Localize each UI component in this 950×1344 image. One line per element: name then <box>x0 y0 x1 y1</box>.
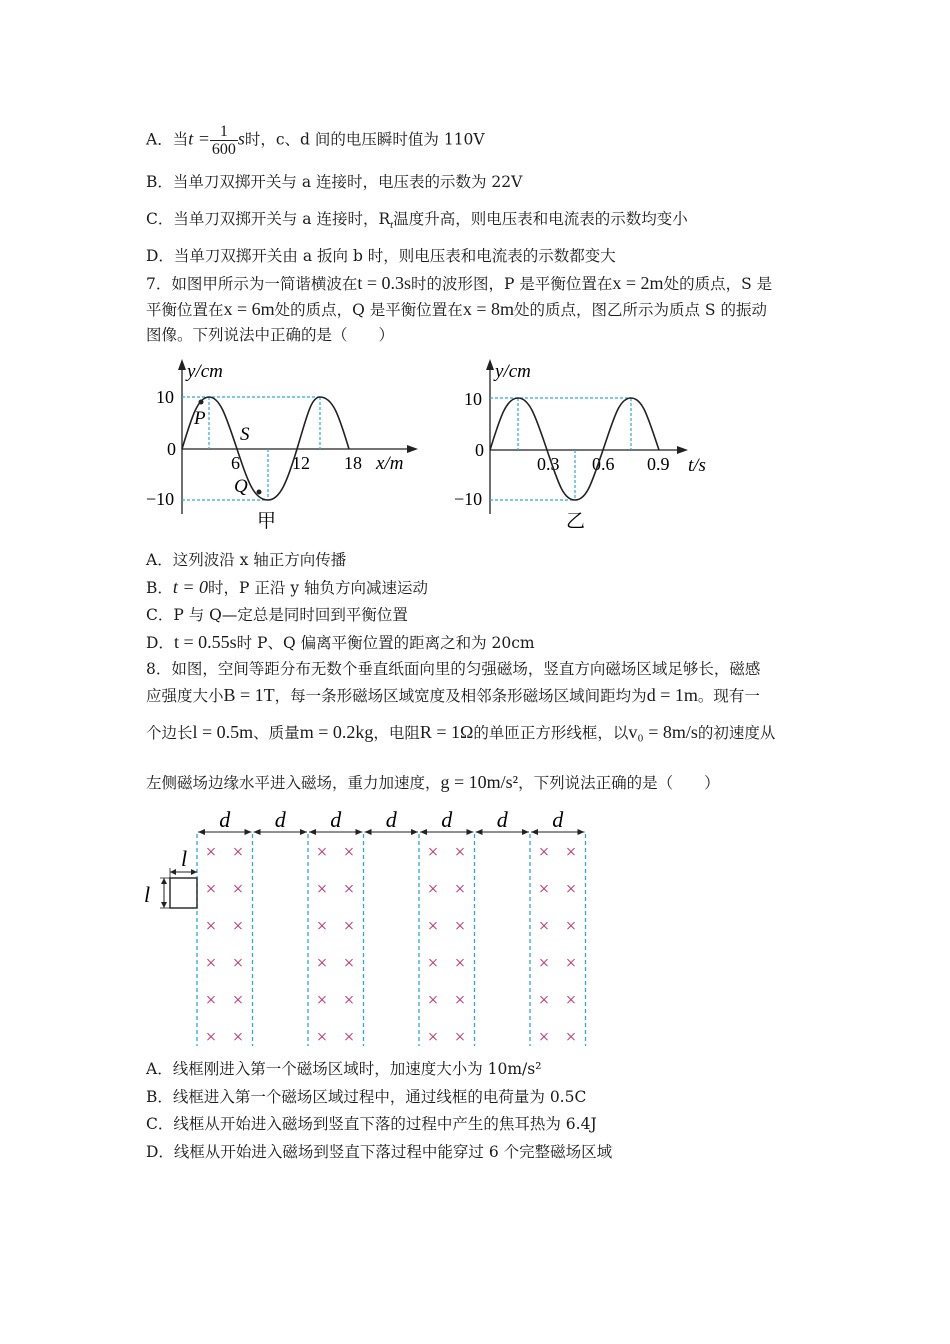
q6-option-d: D．当单刀双掷开关由 a 扳向 b 时，则电压表和电流表的示数都变大 <box>146 247 616 265</box>
d-arrow-right <box>578 829 585 835</box>
square-coil <box>170 878 197 908</box>
field-cross: × <box>205 842 217 863</box>
y-tick-0: 0 <box>475 440 484 460</box>
field-cross: × <box>205 953 217 974</box>
field-cross: × <box>565 916 577 937</box>
field-cross: × <box>538 990 550 1011</box>
field-cross: × <box>538 953 550 974</box>
field-cross: × <box>232 879 244 900</box>
field-cross: × <box>454 879 466 900</box>
q8-option-d: D．线框从开始进入磁场到竖直下落过程中能穿过 6 个完整磁场区域 <box>146 1143 613 1161</box>
y-tick-0: 0 <box>167 439 176 459</box>
field-cross: × <box>427 953 439 974</box>
q8-stem-line3: 个边长l = 0.5m、质量m = 0.2kg，电阻R = 1Ω的单匝正方形线框，以v₀ = 8m/s的初速度从 <box>146 722 776 742</box>
y-tick-neg10: −10 <box>146 489 175 509</box>
field-cross: × <box>343 842 355 863</box>
y-axis-label: y/cm <box>495 361 531 382</box>
x-axis-label: x/m <box>376 453 404 474</box>
field-cross: × <box>454 953 466 974</box>
y-axis-arrow <box>486 359 494 370</box>
field-cross: × <box>454 916 466 937</box>
coil-height-label: l <box>144 882 151 907</box>
point-p-dot <box>199 400 204 405</box>
field-cross: × <box>565 953 577 974</box>
field-cross: × <box>538 842 550 863</box>
q8-stem-line2: 应强度大小B = 1T，每一条形磁场区域宽度及相邻条形磁场区域间距均为d = 1m。现有一 <box>146 685 760 705</box>
caption-jia: 甲 <box>257 511 277 532</box>
coil-width-label: l <box>181 846 188 871</box>
q6-option-b: B．当单刀双掷开关与 a 连接时，电压表的示数为 22V <box>146 173 523 191</box>
q7-option-a: A．这列波沿 x 轴正方向传播 <box>146 551 347 569</box>
field-cross: × <box>232 842 244 863</box>
field-cross: × <box>538 1027 550 1048</box>
y-axis-label: y/cm <box>187 361 223 382</box>
caption-yi: 乙 <box>566 511 586 532</box>
y-tick-neg10: −10 <box>454 489 483 509</box>
y-tick-10: 10 <box>156 387 174 407</box>
field-cross: × <box>316 990 328 1011</box>
x-axis-arrow <box>407 445 418 453</box>
dashed-guides <box>490 398 631 500</box>
field-cross: × <box>454 990 466 1011</box>
field-cross: × <box>454 842 466 863</box>
x-axis-arrow <box>677 446 688 454</box>
q7-stem-line2: 平衡位置在x = 6m处的质点，Q 是平衡位置在x = 8m处的质点，图乙所示为质点 S 的振动 <box>146 299 767 319</box>
field-cross: × <box>427 879 439 900</box>
x-tick-12: 12 <box>292 453 310 473</box>
coil-width-arrow-left <box>170 869 176 875</box>
field-cross: × <box>205 990 217 1011</box>
field-cross: × <box>565 1027 577 1048</box>
field-cross: × <box>232 1027 244 1048</box>
point-s-label: S <box>240 424 250 445</box>
coil-width-arrow-right <box>191 869 197 875</box>
field-cross: × <box>538 916 550 937</box>
d-arrow-right <box>411 829 418 835</box>
field-cross: × <box>427 990 439 1011</box>
field-cross: × <box>565 990 577 1011</box>
x-tick-0.9: 0.9 <box>647 454 670 474</box>
q8-option-a: A．线框刚进入第一个磁场区域时，加速度大小为 10m/s² <box>146 1060 542 1078</box>
d-arrow-left <box>476 829 483 835</box>
y-tick-10: 10 <box>464 389 482 409</box>
d-label: d <box>330 807 342 832</box>
q7-option-b: B．t = 0时，P 正沿 y 轴负方向减速运动 <box>146 577 429 597</box>
vibration-graph-yi <box>448 354 728 534</box>
x-tick-0.3: 0.3 <box>537 454 560 474</box>
q7-stem-line3: 图像。下列说法中正确的是（ ） <box>146 326 395 344</box>
d-arrow-right <box>300 829 307 835</box>
field-cross: × <box>205 1027 217 1048</box>
field-cross: × <box>232 916 244 937</box>
d-arrow-left <box>365 829 372 835</box>
q8-option-b: B．线框进入第一个磁场区域过程中，通过线框的电荷量为 0.5C <box>146 1088 587 1106</box>
d-arrow-left <box>420 829 427 835</box>
q6-option-a: A．当t = $\frac{1}{600}$ s时，c、d 间的电压瞬时值为 110V <box>146 123 485 158</box>
field-cross: × <box>316 879 328 900</box>
field-cross: × <box>343 1027 355 1048</box>
d-arrow-left <box>198 829 205 835</box>
field-cross: × <box>565 879 577 900</box>
point-p-label: P <box>194 408 206 429</box>
field-cross: × <box>565 842 577 863</box>
q7-option-c: C．P 与 Q—定总是同时回到平衡位置 <box>146 606 408 624</box>
d-label: d <box>441 807 453 832</box>
dimension-row <box>198 807 585 835</box>
field-cross: × <box>343 990 355 1011</box>
field-cross: × <box>427 842 439 863</box>
field-cross: × <box>343 953 355 974</box>
d-label: d <box>274 807 286 832</box>
q8-stem-line4: 左侧磁场边缘水平进入磁场，重力加速度，g = 10m/s²，下列说法正确的是（ ） <box>146 772 720 792</box>
d-arrow-left <box>531 829 538 835</box>
coil-height-arrow-bottom <box>161 902 167 908</box>
field-cross: × <box>232 953 244 974</box>
field-cross: × <box>316 842 328 863</box>
field-cross: × <box>316 916 328 937</box>
wave-graph-jia <box>140 354 430 534</box>
x-tick-6: 6 <box>231 453 240 473</box>
field-cross: × <box>205 879 217 900</box>
field-cross: × <box>454 1027 466 1048</box>
d-arrow-left <box>254 829 261 835</box>
point-q-dot <box>257 490 262 495</box>
vibration-curve <box>490 398 659 500</box>
q8-stem-line1: 8．如图，空间等距分布无数个垂直纸面向里的匀强磁场，竖直方向磁场区域足够长，磁感 <box>146 660 761 678</box>
d-arrow-right <box>522 829 529 835</box>
d-label: d <box>496 807 508 832</box>
x-tick-0.6: 0.6 <box>592 454 615 474</box>
y-axis-arrow <box>178 359 186 370</box>
field-cross: × <box>205 916 217 937</box>
field-bands <box>197 834 586 1048</box>
field-cross: × <box>343 916 355 937</box>
d-label: d <box>385 807 397 832</box>
field-cross: × <box>427 1027 439 1048</box>
d-label: d <box>219 807 231 832</box>
d-arrow-right <box>467 829 474 835</box>
x-tick-18: 18 <box>344 453 362 473</box>
q8-option-c: C．线框从开始进入磁场到竖直下落的过程中产生的焦耳热为 6.4J <box>146 1115 597 1133</box>
fraction: $\frac{1}{600}$ <box>211 123 236 158</box>
d-arrow-right <box>356 829 363 835</box>
d-arrow-right <box>245 829 252 835</box>
x-axis-label: t/s <box>688 455 706 476</box>
field-cross: × <box>316 953 328 974</box>
coil-height-arrow-top <box>161 878 167 884</box>
field-cross: × <box>538 879 550 900</box>
d-label: d <box>552 807 564 832</box>
field-cross: × <box>343 879 355 900</box>
q7-stem-line1: 7．如图甲所示为一简谐横波在t = 0.3s时的波形图，P 是平衡位置在x = 2m处的质点，S 是 <box>146 273 773 293</box>
d-arrow-left <box>309 829 316 835</box>
q7-option-d: D．t = 0.55s时 P、Q 偏离平衡位置的距离之和为 20cm <box>146 632 535 652</box>
point-q-label: Q <box>234 476 248 497</box>
field-cross: × <box>232 990 244 1011</box>
field-cross: × <box>316 1027 328 1048</box>
magnetic-field-figure <box>138 806 598 1052</box>
q6-option-c: C．当单刀双掷开关与 a 连接时，$R_t$温度升高，则电压表和电流表的示数均变小 <box>146 210 688 232</box>
field-cross: × <box>427 916 439 937</box>
